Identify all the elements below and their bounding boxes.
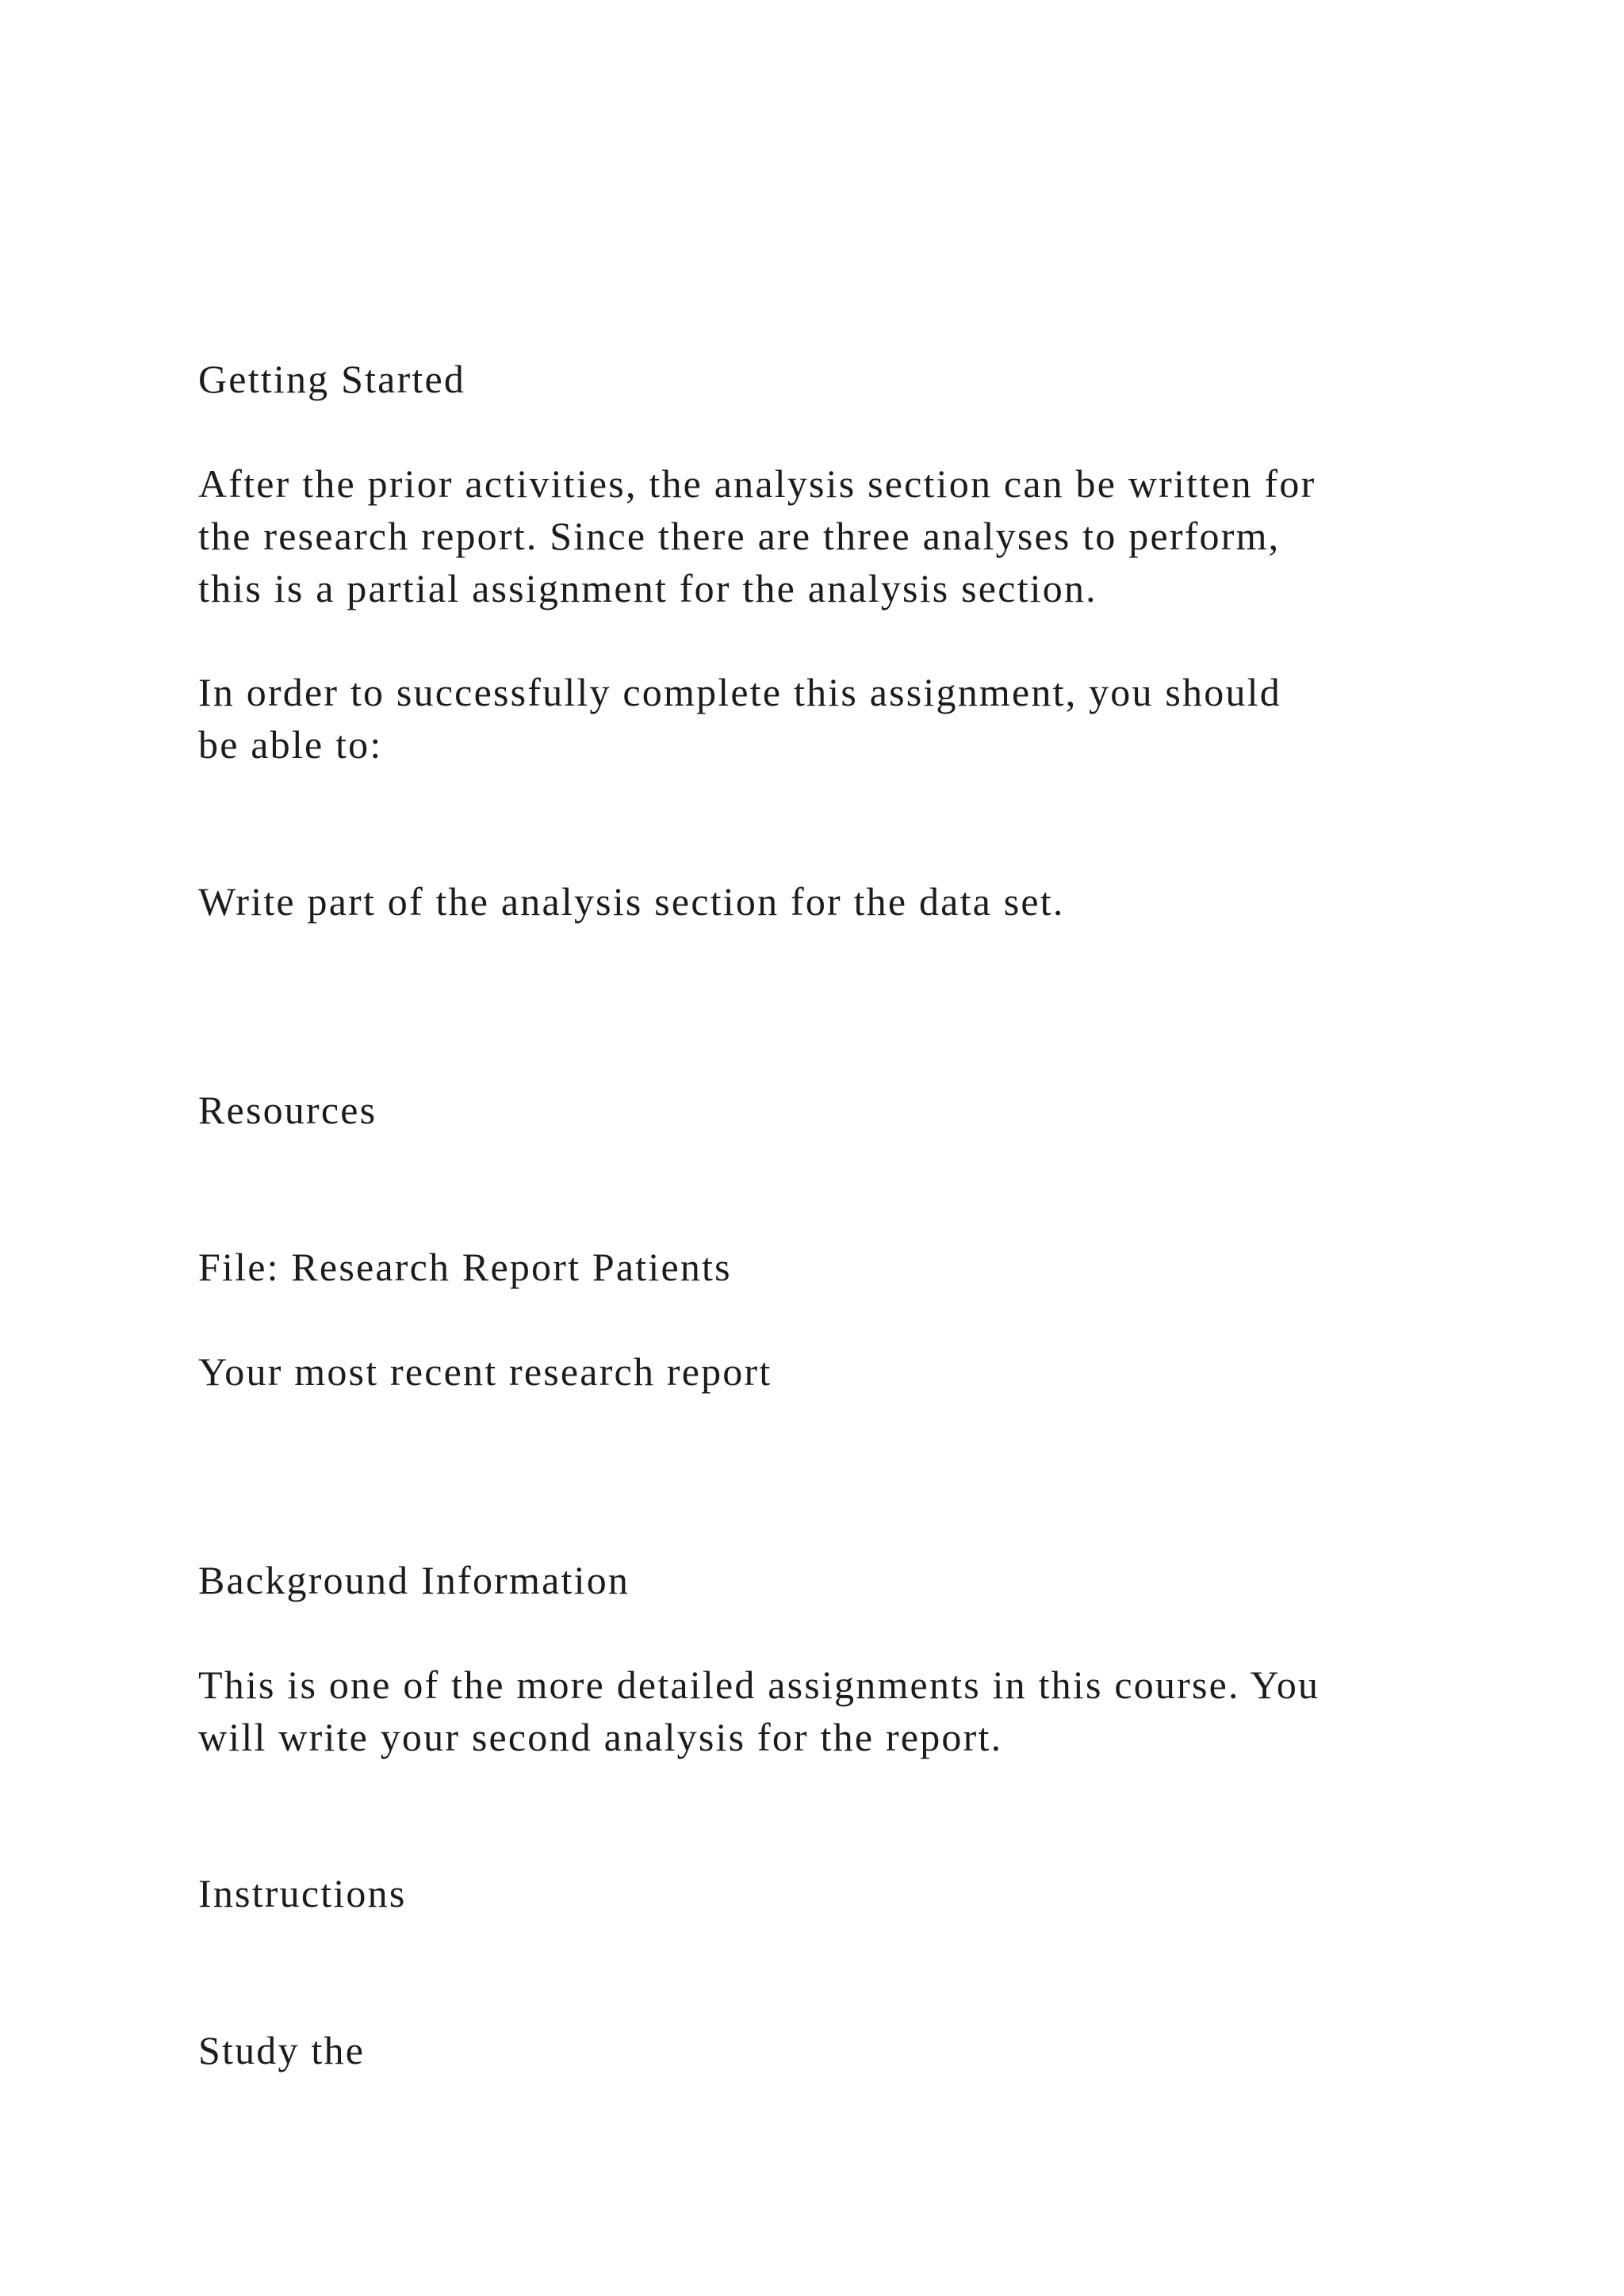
paragraph-intro-line-2: the research report. Since there are three analyses to perform, (198, 514, 1281, 558)
paragraph-objective-line-2: be able to: (198, 722, 383, 767)
resource-item-report: Your most recent research report (198, 1349, 772, 1394)
objective-item: Write part of the analysis section for the data set. (198, 879, 1065, 924)
paragraph-background-line-1: This is one of the more detailed assignments in this course. You (198, 1663, 1320, 1707)
paragraph-instructions-line-1: Study the (198, 2028, 366, 2072)
heading-instructions: Instructions (198, 1871, 407, 1915)
resource-item-file: File: Research Report Patients (198, 1245, 732, 1289)
paragraph-objective-line-1: In order to successfully complete this assignment, you should (198, 670, 1281, 714)
heading-background-information: Background Information (198, 1558, 630, 1602)
paragraph-intro-line-1: After the prior activities, the analysis section can be written for (198, 461, 1316, 506)
paragraph-background-line-2: will write your second analysis for the report. (198, 1715, 1003, 1759)
paragraph-intro-line-3: this is a partial assignment for the analysis section. (198, 566, 1097, 610)
heading-resources: Resources (198, 1088, 377, 1132)
heading-getting-started: Getting Started (198, 357, 466, 401)
